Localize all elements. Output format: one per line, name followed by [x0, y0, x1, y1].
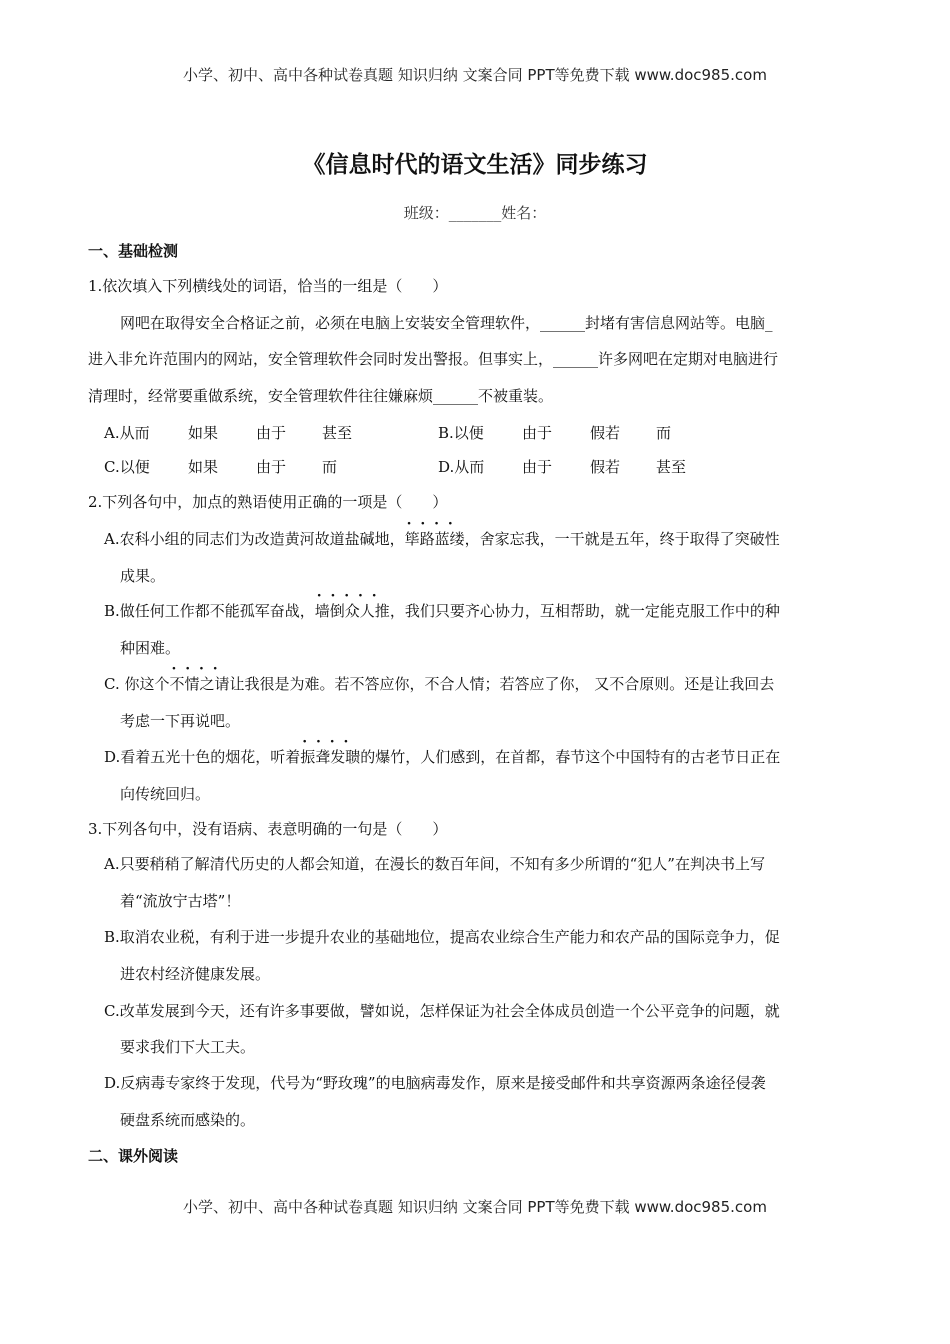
dotted-idiom: · · · · 不情之请 [169, 675, 229, 693]
q2-option-b-line-2: 种困难。 [120, 639, 181, 657]
option-word: 而 [322, 458, 338, 476]
option-word: 甚至 [656, 458, 687, 476]
text-span: D.看着五光十色的烟花，听着 [104, 748, 301, 766]
q3-stem: 3.下列各句中，没有语病、表意明确的一句是（ ） [88, 820, 448, 838]
q1-option-b [438, 422, 671, 443]
q2-option-d-line-2: 向传统回归。 [120, 785, 211, 803]
q1-passage-line-3: 清理时，经常要重做系统，安全管理软件往往嫌麻烦______不被重装。 [88, 387, 554, 405]
page-footer: 小学、初中、高中各种试卷真题 知识归纳 文案合同 PPT等免费下载 www.doc985.com [183, 1198, 767, 1216]
q2-option-b-line-1 [104, 600, 780, 621]
option-word: 假若 [590, 424, 621, 442]
q3-option-d-line-1: D.反病毒专家终于发现，代号为“野玫瑰”的电脑病毒发作，原来是接受邮件和共享资源两条途径侵袭 [104, 1074, 766, 1092]
option-word: 由于 [522, 424, 553, 442]
option-word: 由于 [256, 458, 287, 476]
q3-option-c-line-2: 要求我们下大工夫。 [120, 1038, 256, 1056]
q2-option-a-line-1 [104, 528, 780, 549]
q3-option-b-line-1: B.取消农业税，有利于进一步提升农业的基础地位，提高农业综合生产能力和农产品的国际竞争力，促 [104, 928, 780, 946]
option-word: 由于 [256, 424, 287, 442]
q1-option-d [438, 456, 686, 477]
option-word: 假若 [590, 458, 621, 476]
option-word: D.从而 [438, 458, 485, 476]
q1-passage-line-1: 网吧在取得安全合格证之前，必须在电脑上安装安全管理软件，______封堵有害信息网站等。电脑_ [120, 314, 773, 332]
page-title: 《信息时代的语文生活》同步练习 [302, 152, 648, 178]
option-word: 如果 [188, 424, 219, 442]
option-word: 甚至 [322, 424, 353, 442]
text-span: 的爆竹，人们感到，在首都，春节这个中国特有的古老节日正在 [360, 748, 781, 766]
text-span: 让我很是为难。若不答应你，不合人情；若答应了你， 又不合原则。还是让我回去 [229, 675, 775, 693]
q1-passage-line-2: 进入非允许范围内的网站，安全管理软件会同时发出警报。但事实上，______许多网吧在定期对电脑进行 [88, 350, 779, 368]
q3-option-b-line-2: 进农村经济健康发展。 [120, 965, 271, 983]
class-name-line: 班级：_______姓名： [403, 204, 547, 222]
q1-option-c [104, 456, 337, 477]
q2-option-c-line-2: 考虑一下再说吧。 [120, 712, 241, 730]
text-span: A.农科小组的同志们为改造黄河故道盐碱地， [104, 530, 405, 548]
q1-option-a [104, 422, 352, 443]
option-word: A.从而 [104, 424, 150, 442]
text-span: ，舍家忘我，一干就是五年，终于取得了突破性 [464, 530, 780, 548]
option-word: 而 [656, 424, 672, 442]
option-word: 由于 [522, 458, 553, 476]
dotted-idiom: · · · 墙倒众人推 [315, 602, 390, 620]
dotted-idiom: · · · · 振聋发聩 [300, 748, 360, 766]
q1-stem: 1.依次填入下列横线处的词语，恰当的一组是（ ） [88, 277, 448, 295]
text-span: ，我们只要齐心协力，互相帮助，就一定能克服工作中的种 [389, 602, 780, 620]
q3-option-a-line-2: 着“流放宁古塔”！ [120, 892, 241, 910]
option-word: B.以便 [438, 424, 484, 442]
section-2-heading: 二、课外阅读 [88, 1147, 179, 1165]
q3-option-d-line-2: 硬盘系统而感染的。 [120, 1111, 256, 1129]
page-header: 小学、初中、高中各种试卷真题 知识归纳 文案合同 PPT等免费下载 www.doc985.com [183, 66, 767, 84]
text-span: B.做任何工作都不能孤军奋战， [104, 602, 315, 620]
q2-stem: 2.下列各句中，加点的熟语使用正确的一项是（ ） [88, 493, 448, 511]
option-word: C.以便 [104, 458, 150, 476]
q3-option-c-line-1: C.改革发展到今天，还有许多事要做，譬如说，怎样保证为社会全体成员创造一个公平竞争的问题，就 [104, 1002, 780, 1020]
q2-option-a-line-2: 成果。 [120, 567, 166, 585]
q3-option-a-line-1: A.只要稍稍了解清代历史的人都会知道，在漫长的数百年间，不知有多少所谓的“犯人”在判决书上写 [104, 855, 765, 873]
dotted-idiom: · · · · 筚路蓝缕 [405, 530, 465, 548]
section-1-heading: 一、基础检测 [88, 242, 179, 260]
option-word: 如果 [188, 458, 219, 476]
q2-option-d-line-1 [104, 746, 780, 767]
text-span: C. 你这个 [104, 675, 170, 693]
q2-option-c-line-1 [104, 673, 774, 694]
